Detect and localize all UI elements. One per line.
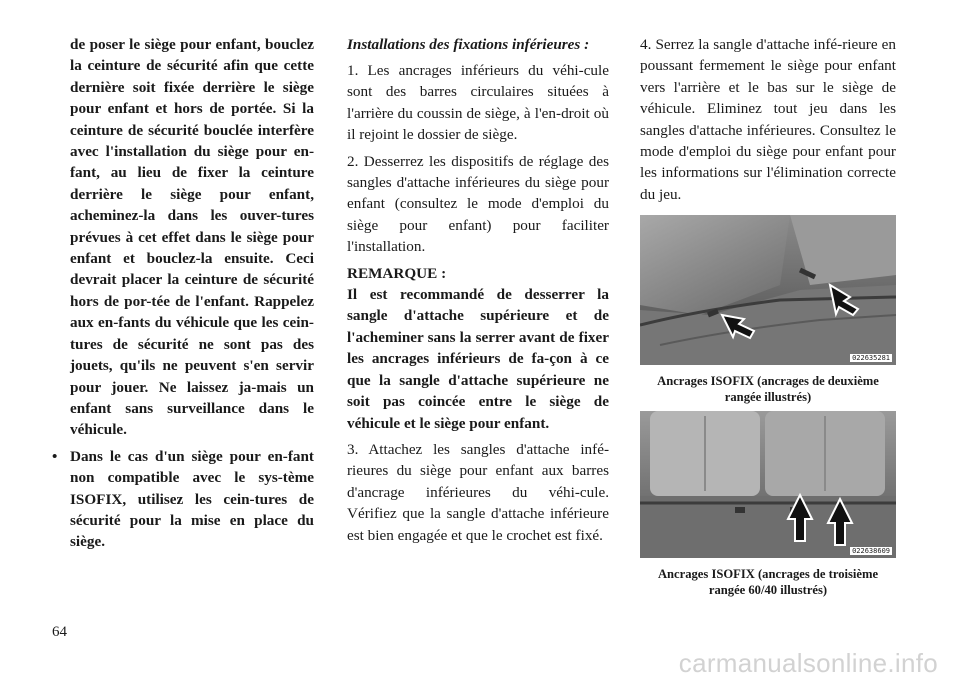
- figure-code: 022638609: [852, 547, 890, 556]
- seat-photo-second-row: [640, 215, 896, 365]
- bullet-item: [52, 446, 314, 553]
- watermark: carmanualsonline.info: [678, 648, 938, 678]
- step-4: 4. Serrez la sangle d'attache infé-rieure en poussant fermement le siège pour enfant vers l'arrière et le bas sur le siège de véhicule. Eliminez tout jeu dans les sangles d'attache inférieures. Consultez le mode d'emploi du siège pour enfant pour les informations sur l'élimination correcte du jeu.: [640, 36, 896, 203]
- step-1: 1. Les ancrages inférieurs du véhi-cule sont des barres circulaires situées à l'arrière du coussin de siège, à l'en-droit où il rejoint le dossier de siège.: [347, 62, 609, 144]
- column-right: [640, 34, 896, 598]
- figure-caption: Ancrages ISOFIX (ancrages de troisième rangée 60/40 illustrés): [657, 567, 879, 598]
- section-heading: Installations des fixations inférieures :: [347, 36, 590, 53]
- figure-isofix-second-row: [640, 215, 896, 365]
- note-text: Il est recommandé de desserrer la sangle d'attache supérieure et de l'acheminer sans la serrer avant de fixer les ancrages inférieurs de fa-çon à ce que la sangle d'attache supérieure ne soit pas coincée entre le siège de véhicule et le siège pour enfant.: [347, 286, 609, 432]
- bullet-text: Dans le cas d'un siège pour en-fant non compatible avec le sys-tème ISOFIX, utilisez les cein-tures de sécurité pour la mise en place du siège.: [70, 447, 314, 551]
- step-3: 3. Attachez les sangles d'attache infé-rieures du siège pour enfant aux barres d'ancrage inférieures du véhi-cule. Vérifiez que la sangle d'attache inférieure est bien engagée et que le crochet est fixé.: [347, 440, 609, 544]
- figure-caption: Ancrages ISOFIX (ancrages de deuxième rangée illustrés): [657, 374, 879, 405]
- column-left: [52, 34, 314, 553]
- figure-code: 022635281: [852, 354, 890, 363]
- note-title: REMARQUE :: [347, 264, 447, 282]
- bullet-dot: •: [52, 447, 58, 465]
- warning-text-continued: de poser le siège pour enfant, bouclez la ceinture de sécurité afin que cette dernière soit fixée derrière le siège pour enfant et hors de portée. Si la ceinture de sécurité bouclée interfère avec l'installation du siège pour en-fant, au lieu de fixer la ceinture derrière le siège pour enfant, acheminez-la dans les ouver-tures prévues à cet effet dans le siège pour enfant et bouclez-la ensuite. Ceci devrait placer la ceinture de sécurité hors de por-tée de l'enfant. Rappelez aux en-fants du véhicule que les cein-tures de sécurité ne sont pas des jouets, qu'ils ne peuvent s'en servir pour jouer. Ne laissez ja-mais un enfant sans surveillance dans le véhicule.: [70, 36, 314, 439]
- page-number: 64: [52, 624, 67, 640]
- figure-isofix-third-row: [640, 411, 896, 558]
- column-middle: [347, 34, 609, 546]
- seat-photo-third-row: [640, 411, 896, 558]
- step-2: 2. Desserrez les dispositifs de réglage des sangles d'attache inférieures du siège pour enfant (consultez le mode d'emploi du siège pour enfant) pour faciliter l'installation.: [347, 152, 609, 256]
